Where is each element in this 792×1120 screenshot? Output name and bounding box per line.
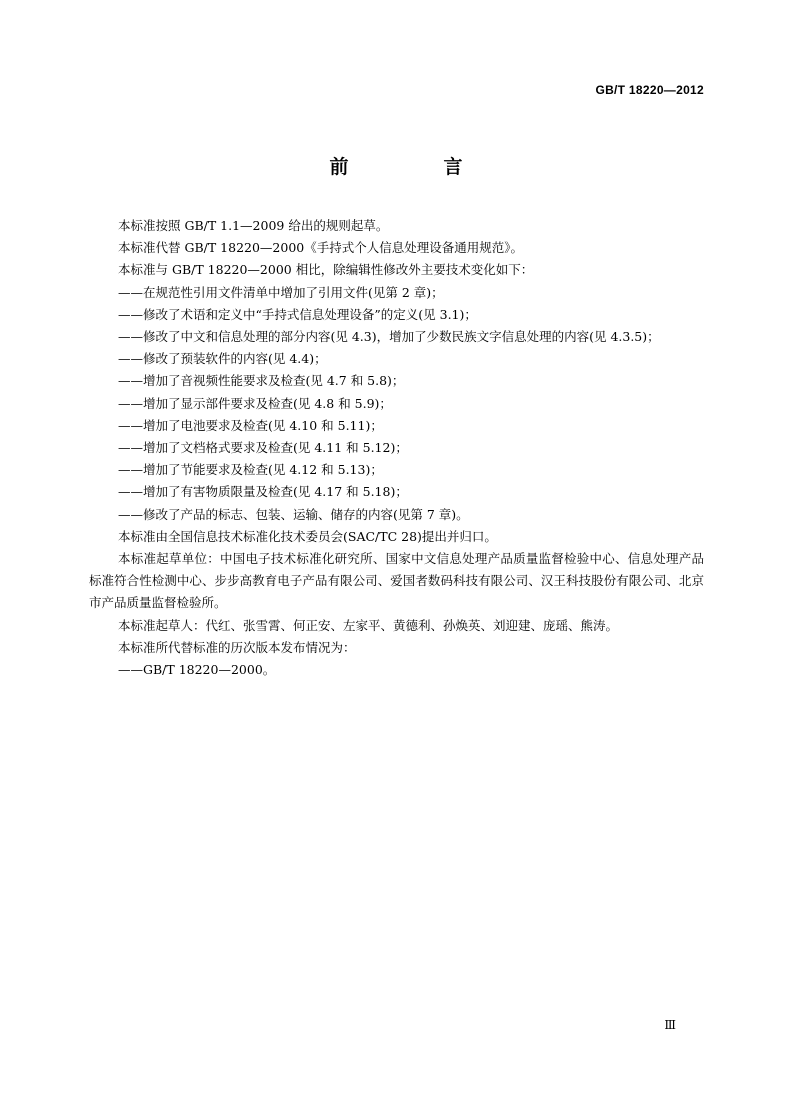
paragraph: 本标准所代替标准的历次版本发布情况为：	[118, 639, 356, 655]
change-item: ——在规范性引用文件清单中增加了引用文件(见第 2 章)；	[118, 284, 444, 300]
change-item: ——修改了预装软件的内容(见 4.4)；	[118, 351, 327, 367]
foreword-body	[89, 215, 704, 681]
paragraph: 本标准代替 GB/T 18220—2000《手持式个人信息处理设备通用规范》。	[118, 240, 523, 256]
page-number: Ⅲ	[664, 1018, 676, 1032]
change-item: ——增加了有害物质限量及检查(见 4.17 和 5.18)；	[118, 484, 408, 500]
paragraph: 本标准按照 GB/T 1.1—2009 给出的规则起草。	[118, 218, 389, 233]
change-item: ——增加了音视频性能要求及检查(见 4.7 和 5.8)；	[118, 373, 405, 389]
paragraph: 本标准由全国信息技术标准化技术委员会(SAC/TC 28)提出并归口。	[118, 528, 497, 544]
drafters-paragraph: 本标准起草人：代红、张雪霄、何正安、左家平、黄德利、孙焕英、刘迎建、庞瑶、熊涛。	[118, 617, 619, 633]
drafting-units-paragraph: 本标准起草单位：中国电子技术标准化研究所、国家中文信息处理产品质量监督检验中心、信息处理产品标准符合性检测中心、步步高教育电子产品有限公司、爱国者数码科技有限公司、汉王科技股份有限公司、北京市产品质量监督检验所。	[89, 551, 704, 611]
standard-code: GB/T 18220—2012	[595, 83, 704, 97]
change-item: ——修改了中文和信息处理的部分内容(见 4.3)，增加了少数民族文字信息处理的内容(见 4.3.5)；	[118, 329, 660, 345]
paragraph: 本标准与 GB/T 18220—2000 相比，除编辑性修改外主要技术变化如下：	[118, 262, 534, 278]
history-item: ——GB/T 18220—2000。	[118, 662, 276, 678]
change-item: ——增加了节能要求及检查(见 4.12 和 5.13)；	[118, 462, 383, 478]
page-title: 前 言	[329, 156, 501, 178]
change-item: ——增加了电池要求及检查(见 4.10 和 5.11)；	[118, 417, 383, 433]
change-item: ——增加了显示部件要求及检查(见 4.8 和 5.9)；	[118, 395, 392, 411]
change-item: ——修改了术语和定义中“手持式信息处理设备”的定义(见 3.1)；	[118, 306, 477, 322]
change-item: ——修改了产品的标志、包装、运输、储存的内容(见第 7 章)。	[118, 506, 469, 522]
change-item: ——增加了文档格式要求及检查(见 4.11 和 5.12)；	[118, 440, 408, 456]
